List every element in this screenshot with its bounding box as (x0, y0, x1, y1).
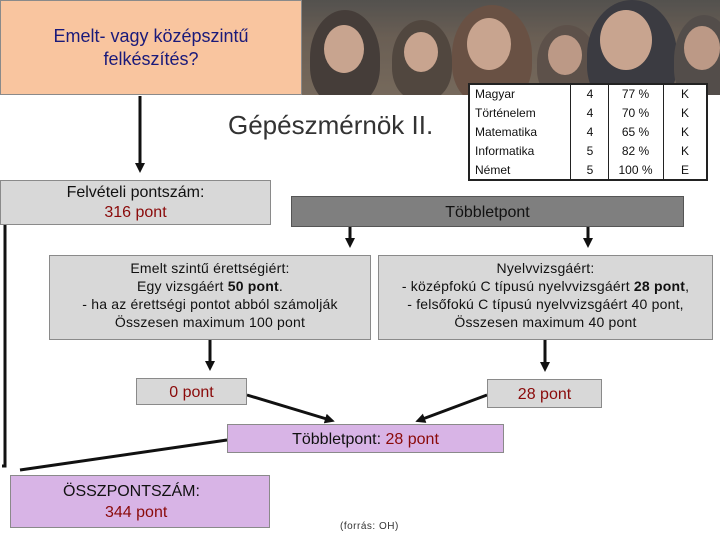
question-line-1: Emelt- vagy középszintű (53, 26, 249, 46)
advanced-exam-title: Emelt szintű érettségiért: (130, 260, 290, 276)
subject-name: Matematika (475, 125, 538, 139)
extra-points-total-value: 28 pont (385, 431, 439, 448)
subject-grade: E (680, 163, 689, 177)
subject-grade: K (680, 106, 689, 120)
language-points-box: 28 pont (487, 379, 602, 408)
felveteli-score-box (0, 180, 271, 225)
advanced-exam-box (49, 255, 371, 340)
language-exam-line-4: Összesen maximum 40 pont (454, 313, 637, 330)
language-exam-title: Nyelvvizsgáért: (496, 260, 595, 276)
subject-name: Informatika (475, 144, 535, 158)
subject-percent: 77 % (621, 87, 650, 101)
advanced-exam-line-2: Egy vizsgáért 50 pont. (136, 277, 283, 294)
connector-score-left (2, 225, 5, 466)
question-line-2: felkészítés? (103, 48, 199, 69)
subject-name: Magyar (475, 87, 516, 101)
subject-level: 4 (586, 106, 594, 120)
arrow-28-to-total (420, 395, 487, 420)
connector-total-to-sum (20, 440, 227, 470)
language-exam-box (378, 255, 713, 340)
extra-points-total-box (227, 424, 504, 453)
subject-percent: 70 % (621, 106, 650, 120)
felveteli-value: 316 pont (104, 203, 167, 221)
language-exam-line-2: - középfokú C típusú nyelvvizsgáért 28 pont, (401, 277, 690, 294)
subject-name: Német (475, 163, 511, 177)
subject-percent: 100 % (618, 163, 653, 177)
extra-points-header: Többletpont (291, 196, 684, 227)
extra-points-total-label: Többletpont: (292, 431, 386, 448)
subject-level: 5 (586, 163, 594, 177)
total-score-label: ÖSSZPONTSZÁM: (63, 483, 200, 500)
felveteli-label: Felvételi pontszám: (66, 183, 205, 201)
source-note: (forrás: OH) (340, 521, 399, 532)
total-score-value: 344 pont (105, 503, 168, 521)
advanced-exam-line-4: Összesen maximum 100 pont (114, 313, 306, 330)
subject-level: 4 (586, 87, 594, 101)
subject-grade: K (680, 125, 689, 139)
language-exam-line-3: - felsőfokú C típusú nyelvvizsgáért 40 pont, (407, 295, 684, 312)
subject-level: 4 (586, 125, 594, 139)
zero-points-box: 0 pont (136, 378, 247, 405)
arrow-zero-to-total (247, 395, 330, 420)
subject-percent: 82 % (621, 144, 650, 158)
program-title: Gépészmérnök II. (228, 110, 434, 140)
advanced-exam-line-3: - ha az érettségi pontot abból számolják (82, 295, 338, 312)
subject-level: 5 (586, 144, 594, 158)
subject-name: Történelem (475, 106, 536, 120)
subject-grade: K (680, 144, 689, 158)
subject-grade: K (680, 87, 689, 101)
total-score-box (10, 475, 270, 528)
subject-percent: 65 % (621, 125, 650, 139)
